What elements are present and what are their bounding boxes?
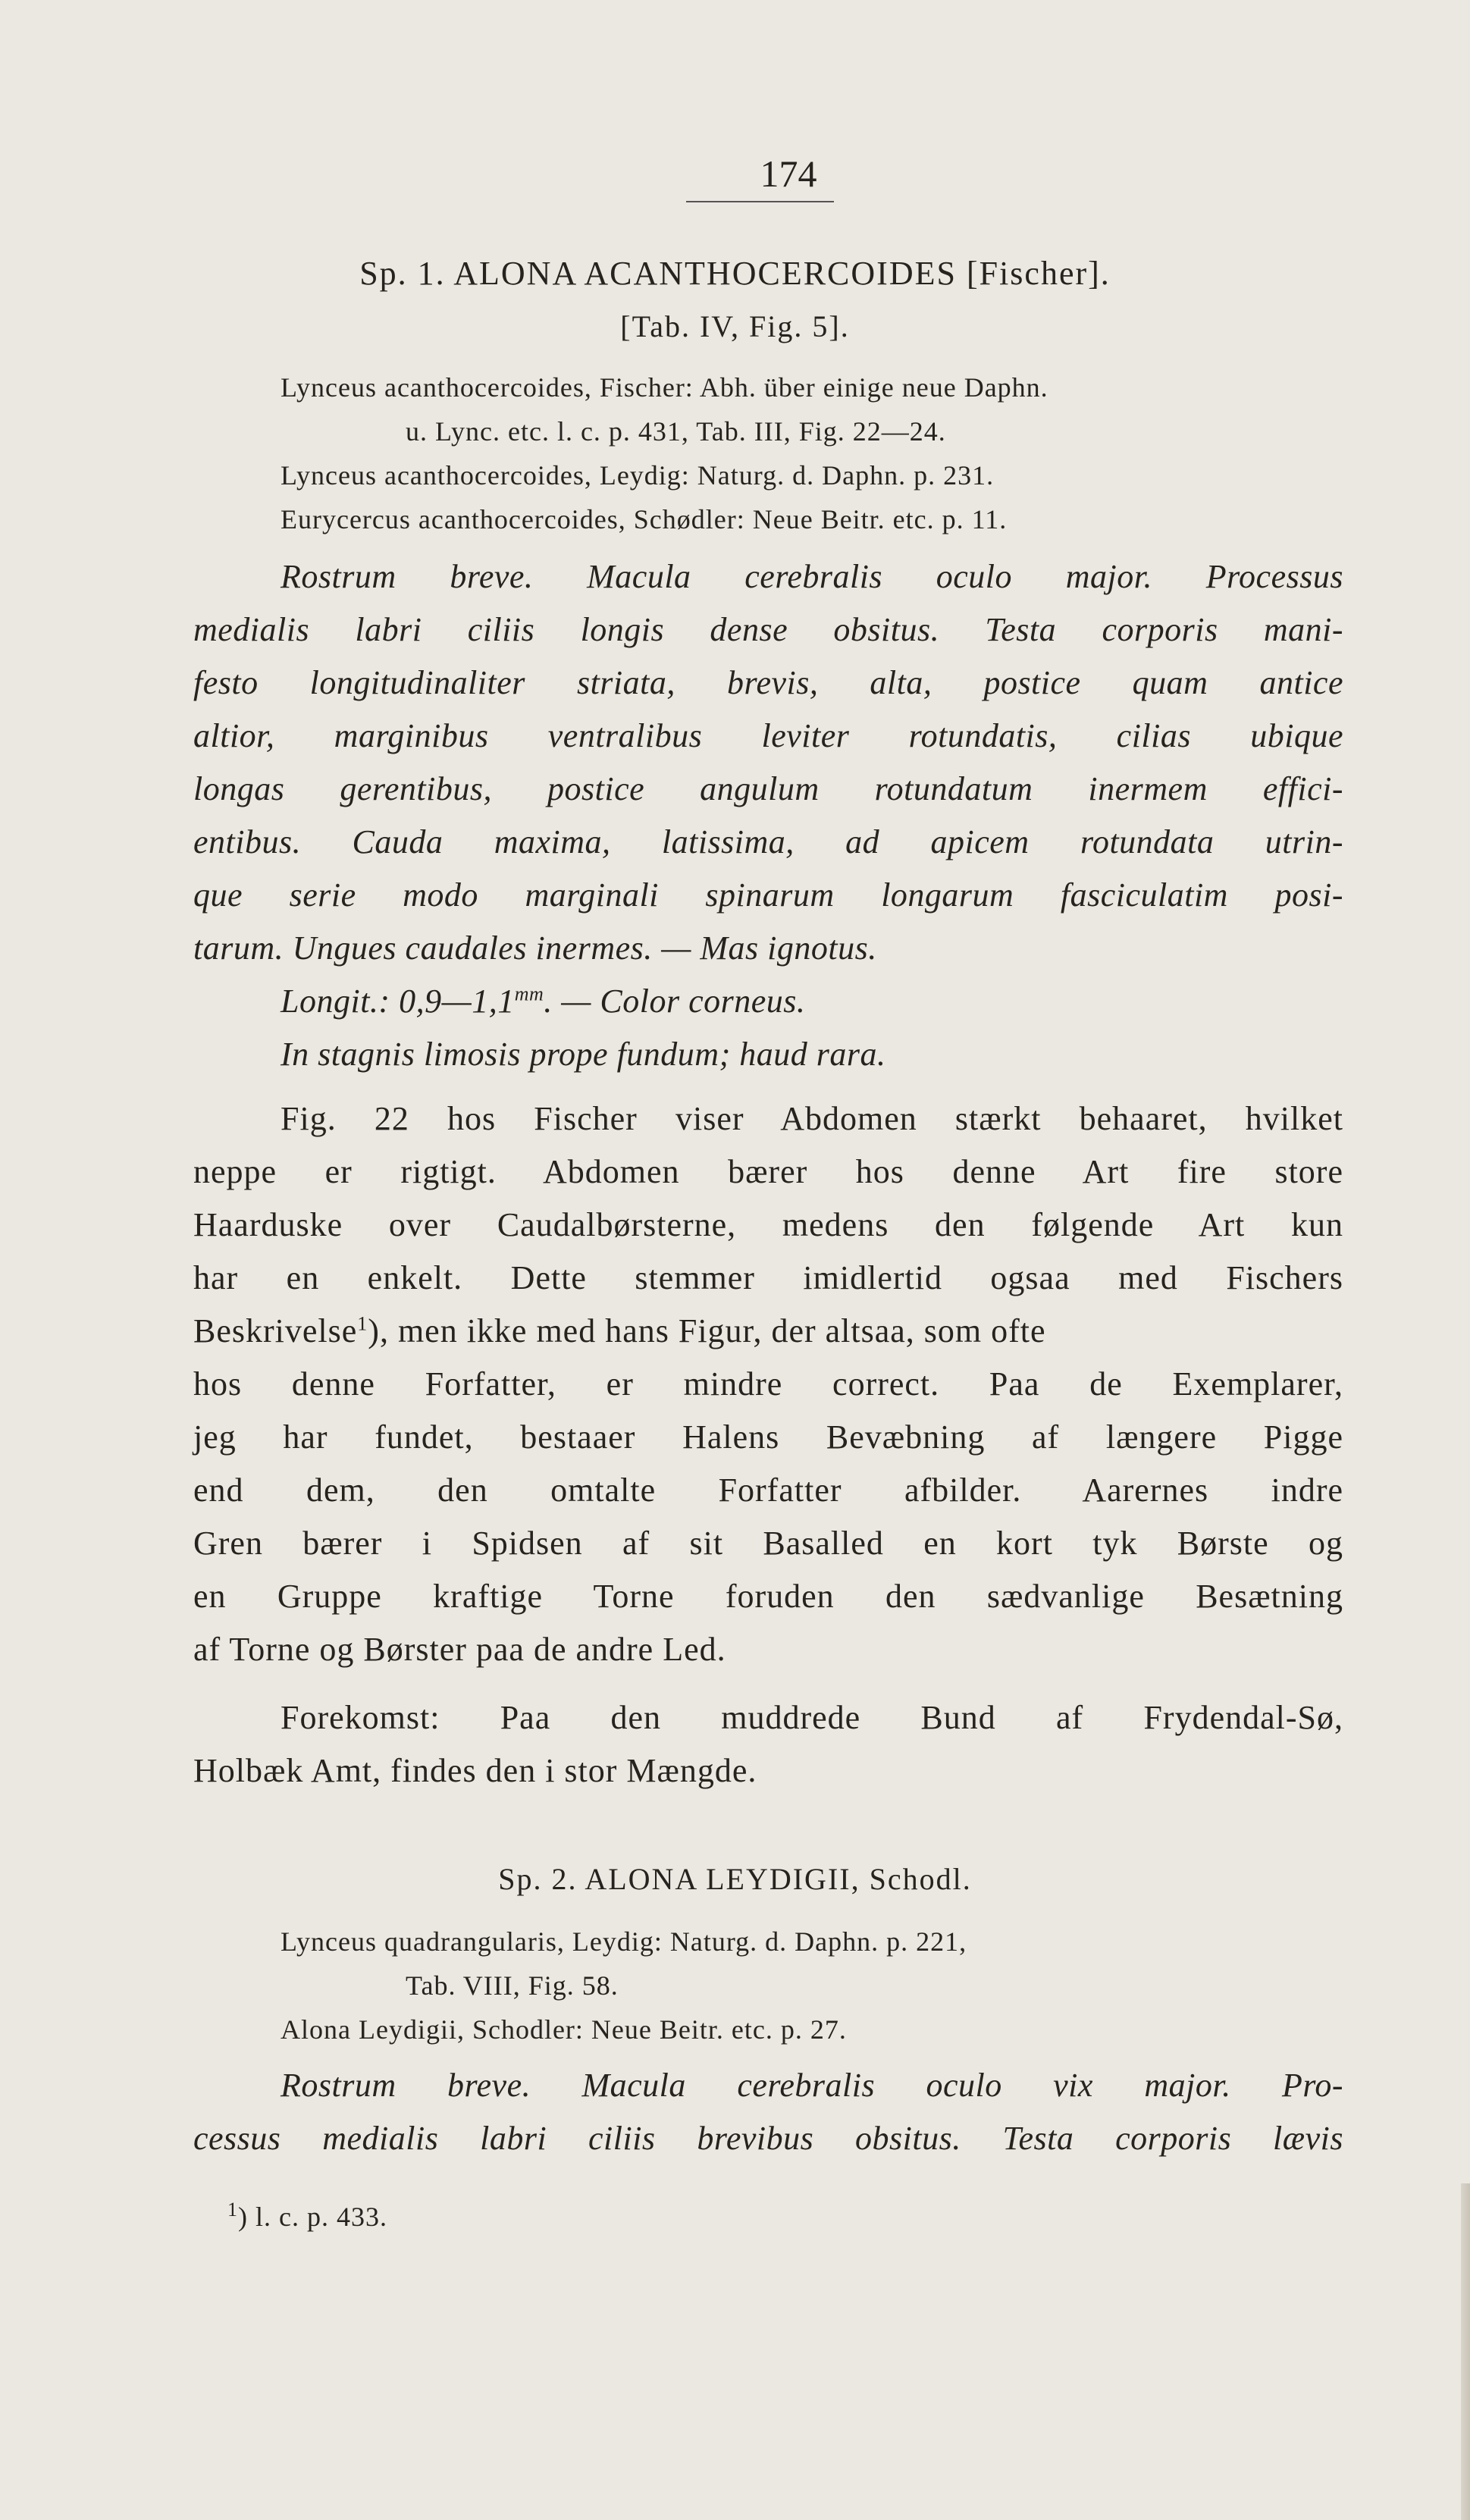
latin-line: entibus. Cauda maxima, latissima, ad apicem rotundata utrin-	[193, 823, 1343, 860]
species-2-heading: Sp. 2. ALONA LEYDIGII, Schodl.	[498, 1862, 972, 1896]
synonym-line: Lynceus quadrangularis, Leydig: Naturg. d. Daphn. p. 221,	[281, 1926, 967, 1957]
habitat-line: In stagnis limosis prope fundum; haud rara.	[281, 1036, 886, 1073]
footnote-mark: 1	[227, 2199, 238, 2221]
latin-line: altior, marginibus ventralibus leviter rotundatis, cilias ubique	[193, 717, 1343, 754]
synonym-line: Eurycercus acanthocercoides, Schødler: Neue Beitr. etc. p. 11.	[281, 504, 1008, 534]
page-edge-shadow	[1461, 2183, 1470, 2520]
species-1-heading: Sp. 1. ALONA ACANTHOCERCOIDES [Fischer].	[359, 255, 1111, 292]
occurrence-line: Holbæk Amt, findes den i stor Mængde.	[193, 1752, 757, 1789]
latin-line: longas gerentibus, postice angulum rotundatum inermem effici-	[193, 770, 1343, 807]
species-1-plate: [Tab. IV, Fig. 5].	[620, 309, 850, 343]
page-number: 174	[760, 152, 817, 195]
latin-line: tarum. Ungues caudales inermes. — Mas ignotus.	[193, 929, 877, 967]
longitude-rest: . — Color corneus.	[544, 983, 806, 1020]
longitude-value: Longit.: 0,9—1,1	[281, 983, 515, 1020]
longitude-line	[281, 982, 805, 1020]
latin-line: cessus medialis labri ciliis brevibus obsitus. Testa corporis lævis	[193, 2120, 1343, 2157]
body-line: end dem, den omtalte Forfatter afbilder. Aarernes indre	[193, 1472, 1343, 1509]
body-line: har en enkelt. Dette stemmer imidlertid ogsaa med Fischers	[193, 1259, 1343, 1296]
synonym-line: Tab. VIII, Fig. 58.	[406, 1970, 619, 2001]
footnote	[227, 2199, 387, 2233]
body-line: Fig. 22 hos Fischer viser Abdomen stærkt behaaret, hvilket	[281, 1100, 1343, 1137]
body-line: Gren bærer i Spidsen af sit Basalled en kort tyk Børste og	[193, 1525, 1343, 1562]
footnote-text: ) l. c. p. 433.	[238, 2202, 387, 2232]
body-line: jeg har fundet, bestaaer Halens Bevæbning af længere Pigge	[193, 1418, 1343, 1456]
body-line: af Torne og Børster paa de andre Led.	[193, 1631, 726, 1668]
body-line: neppe er rigtigt. Abdomen bærer hos denne Art fire store	[193, 1153, 1343, 1190]
synonym-line: u. Lync. etc. l. c. p. 431, Tab. III, Fig. 22—24.	[406, 416, 946, 447]
body-line: en Gruppe kraftige Torne foruden den sædvanlige Besætning	[193, 1578, 1343, 1615]
page-number-rule	[686, 201, 834, 202]
latin-line: Rostrum breve. Macula cerebralis oculo vix major. Pro-	[281, 2067, 1343, 2104]
latin-line: Rostrum breve. Macula cerebralis oculo major. Processus	[281, 558, 1343, 595]
body-line-with-note: Beskrivelse$^1$), men ikke med hans Figur, der altsaa, som ofte	[193, 1312, 1046, 1349]
footnote-ref: 1	[357, 1312, 368, 1335]
synonym-line: Alona Leydigii, Schodler: Neue Beitr. etc. p. 27.	[281, 2014, 847, 2045]
longitude-unit: mm	[514, 983, 544, 1005]
occurrence-line: Forekomst: Paa den muddrede Bund af Frydendal-Sø,	[281, 1699, 1343, 1736]
synonym-line: Lynceus acanthocercoides, Fischer: Abh. über einige neue Daphn.	[281, 372, 1048, 403]
latin-line: que serie modo marginali spinarum longarum fasciculatim posi-	[193, 876, 1343, 914]
body-line: hos denne Forfatter, er mindre correct. Paa de Exemplarer,	[193, 1365, 1343, 1403]
synonym-line: Lynceus acanthocercoides, Leydig: Naturg. d. Daphn. p. 231.	[281, 460, 995, 491]
latin-line: festo longitudinaliter striata, brevis, alta, postice quam antice	[193, 664, 1343, 701]
latin-line: medialis labri ciliis longis dense obsitus. Testa corporis mani-	[193, 611, 1343, 648]
body-line: Haarduske over Caudalbørsterne, medens den følgende Art kun	[193, 1206, 1343, 1243]
